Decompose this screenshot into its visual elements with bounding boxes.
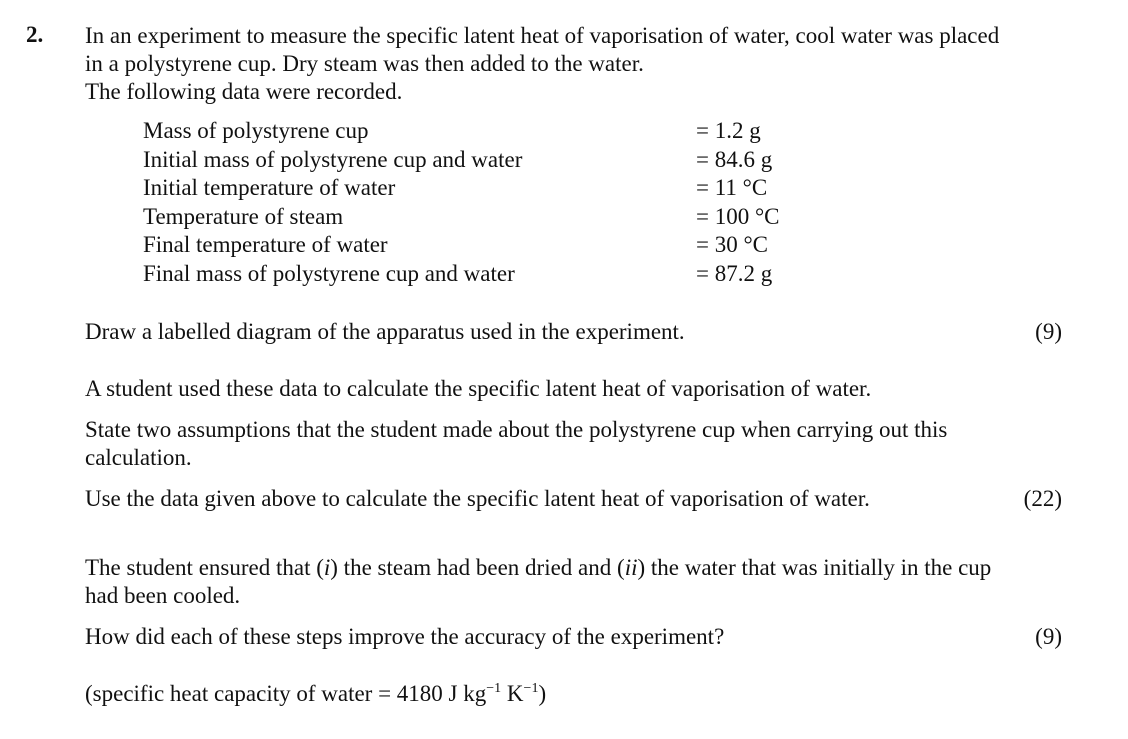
part3-marks: (9) (1035, 624, 1062, 649)
data-row (143, 146, 843, 175)
footnote-sup-2: −1 (523, 681, 539, 696)
data-label: Mass of polystyrene cup (143, 118, 369, 143)
part2-assumptions-line-1: State two assumptions that the student made about the polystyrene cup when carrying out this (85, 417, 948, 442)
part1-marks: (9) (1035, 319, 1062, 344)
part1-text: Draw a labelled diagram of the apparatus used in the experiment. (85, 319, 685, 344)
data-value: = 84.6 g (696, 146, 773, 172)
part2-calc: Use the data given above to calculate the specific latent heat of vaporisation of water. (85, 486, 870, 511)
part3-question: How did each of these steps improve the accuracy of the experiment? (85, 624, 725, 649)
intro-line-3: The following data were recorded. (85, 79, 403, 104)
data-value: = 30 °C (696, 232, 769, 257)
part3-text-b: ) the steam had been dried and ( (330, 555, 625, 580)
footnote-heat-capacity (85, 680, 546, 708)
intro-line-2: in a polystyrene cup. Dry steam was then added to the water. (85, 51, 644, 76)
part3-roman-ii: ii (624, 555, 638, 580)
part3-roman-i: i (323, 555, 331, 580)
part3-line-2: had been cooled. (85, 583, 241, 608)
data-row (143, 117, 843, 146)
data-row (143, 203, 843, 232)
data-value: = 87.2 g (696, 260, 773, 286)
data-value: = 100 °C (696, 203, 780, 229)
intro-line-1: In an experiment to measure the specific latent heat of vaporisation of water, cool water was placed (85, 23, 1000, 48)
data-row (143, 260, 843, 289)
part3-text-a: The student ensured that ( (85, 555, 324, 580)
part3-text-c: ) the water that was initially in the cup (637, 555, 992, 580)
data-value: = 11 °C (696, 175, 768, 200)
data-label: Temperature of steam (143, 203, 344, 229)
footnote-prefix: (specific heat capacity of water = 4180 J kg (85, 681, 487, 706)
data-label: Initial mass of polystyrene cup and water (143, 146, 523, 172)
footnote-middle: K (501, 681, 524, 706)
data-row (143, 174, 843, 203)
footnote-sup-1: −1 (486, 681, 502, 696)
data-label: Final mass of polystyrene cup and water (143, 260, 515, 286)
part2-marks: (22) (1023, 486, 1062, 511)
data-label: Initial temperature of water (143, 175, 396, 200)
data-row (143, 231, 843, 260)
data-label: Final temperature of water (143, 232, 388, 257)
part2-intro: A student used these data to calculate the specific latent heat of vaporisation of water. (85, 376, 872, 401)
part3-line-1 (85, 554, 991, 582)
footnote-suffix: ) (538, 681, 547, 706)
question-number: 2. (26, 22, 44, 47)
part2-assumptions-line-2: calculation. (85, 445, 192, 470)
data-value: = 1.2 g (696, 118, 761, 143)
question-intro (85, 22, 1085, 106)
recorded-data-table (143, 117, 843, 288)
